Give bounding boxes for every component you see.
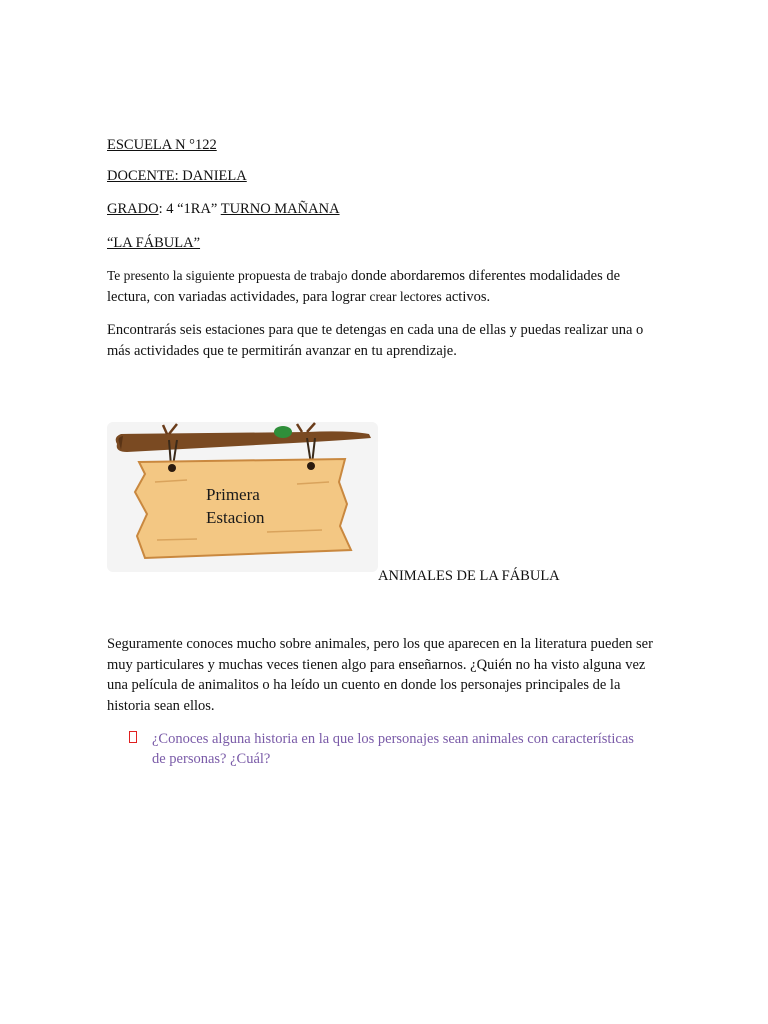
sign-text-line-2: Estacion xyxy=(206,508,265,527)
question-text: ¿Conoces alguna historia en la que los personajes sean animales con características de personas? ¿Cuál? xyxy=(152,731,634,767)
grade-label: GRADO xyxy=(107,201,159,217)
station-caption: ANIMALES DE LA FÁBULA xyxy=(378,568,560,584)
sign-text-line-1: Primera xyxy=(206,485,260,504)
teacher-name: DOCENTE: DANIELA xyxy=(107,168,247,184)
grade-line xyxy=(107,199,340,219)
grade-value: : 4 “1RA” xyxy=(158,201,221,217)
body-paragraph: Seguramente conoces mucho sobre animales, pero los que aparecen en la literatura pueden ser muy particulares y muchas veces tienen algo para enseñarnos. ¿Quién no ha visto alguna vez una película de animalitos o ha leído un cuento en donde los personajes principales de la historia sean ellos. xyxy=(107,636,653,714)
bullet-icon xyxy=(129,731,137,743)
document-title: “LA FÁBULA” xyxy=(107,235,201,251)
intro-paragraph-1: Te presento la siguiente propuesta de trabajo donde abordaremos diferentes modalidades de lectura, con variadas actividades, para lograr crear lectores activos. xyxy=(107,268,621,305)
wooden-sign-icon xyxy=(107,422,378,572)
station-sign-image xyxy=(107,422,378,572)
shift-label: TURNO MAÑANA xyxy=(220,201,340,217)
school-name: ESCUELA N °122 xyxy=(107,137,217,153)
intro-paragraph-2: Encontrarás seis estaciones para que te detengas en cada una de ellas y puedas realizar una o más actividades que te permitirán avanzar en tu aprendizaje. xyxy=(107,322,644,359)
